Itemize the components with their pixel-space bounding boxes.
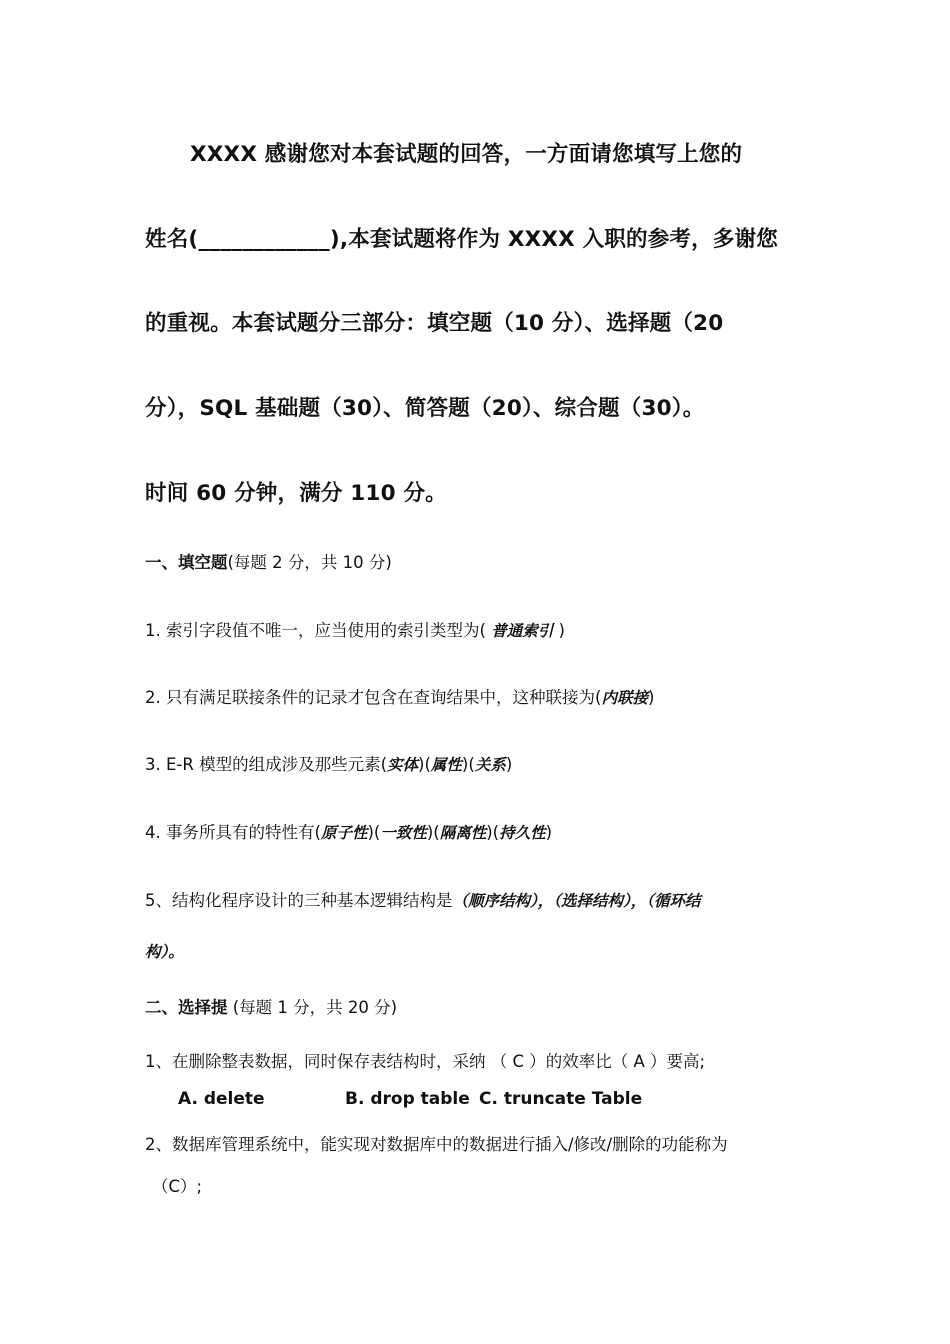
section1-heading: [145, 549, 392, 573]
choice-question-2: 2、数据库管理系统中，能实现对数据库中的数据进行插入/修改/删除的功能称为: [145, 1135, 728, 1154]
intro-name-label: 姓名(: [145, 227, 199, 252]
answer-4: 持久性: [499, 824, 546, 842]
intro-line-2-rest: ),本套试题将作为 XXXX 入职的参考，多谢您: [329, 227, 778, 252]
answer-1: 原子性: [320, 824, 368, 842]
close-paren: ): [647, 688, 655, 707]
close-paren: ): [558, 621, 565, 640]
answer: 普通索引: [491, 622, 554, 640]
question-text: 1. 索引字段值不唯一，应当使用的索引类型为(: [145, 621, 486, 640]
choice-question-1: 1、在删除整表数据，同时保存表结构时，采纳 （ C ）的效率比（ A ）要高;: [145, 1052, 706, 1071]
section2-title: 二、选择提: [145, 998, 228, 1017]
answer-2: 属性: [430, 756, 462, 774]
fill-question-4: 4. 事务所具有的特性有(原子性)(一致性)(隔离性)(持久性): [145, 823, 553, 842]
section1-title: 一、填空题: [145, 553, 228, 572]
answer-3: 隔离性: [439, 824, 487, 842]
intro-line-4: 分），SQL 基础题（30）、简答题（20）、综合题（30）。: [145, 396, 705, 421]
fill-question-5-cont: [145, 940, 184, 962]
intro-line-2: [145, 222, 778, 253]
fill-question-1: [145, 617, 565, 641]
option-c: C. truncate Table: [479, 1089, 643, 1109]
option-b: B. drop table: [345, 1089, 470, 1109]
question-text: 2. 只有满足联接条件的记录才包含在查询结果中，这种联接为(: [145, 688, 602, 707]
intro-line-3: 的重视。本套试题分三部分：填空题（10 分）、选择题（20: [145, 311, 724, 336]
choice-question-2-answer: （C）;: [152, 1177, 203, 1196]
answer-2: 一致性: [380, 824, 427, 842]
question-text: 5、结构化程序设计的三种基本逻辑结构是: [145, 891, 453, 910]
section1-note: (每题 2 分，共 10 分): [227, 553, 392, 572]
answer-line-2: 构）。: [145, 943, 184, 961]
question-text: 3. E-R 模型的组成涉及那些元素(: [145, 755, 388, 774]
intro-line-5: 时间 60 分钟，满分 110 分。: [145, 481, 447, 506]
question-text: 4. 事务所具有的特性有(: [145, 823, 321, 842]
intro-line-1: XXXX 感谢您对本套试题的回答，一方面请您填写上您的: [190, 142, 743, 167]
fill-question-3: 3. E-R 模型的组成涉及那些元素(实体)(属性)(关系): [145, 755, 513, 774]
answer-3: 关系: [474, 756, 506, 774]
answer-1: 实体: [387, 756, 419, 774]
fill-question-2: [145, 684, 654, 708]
name-blank: ____________: [198, 227, 330, 252]
answer-line-1: （顺序结构），（选择结构），（循环结: [452, 892, 701, 910]
fill-question-5: [145, 887, 701, 911]
section2-heading: [145, 994, 397, 1018]
answer: 内联接: [601, 689, 648, 707]
option-a: A. delete: [178, 1089, 265, 1109]
section2-note: (每题 1 分，共 20 分): [232, 998, 398, 1017]
